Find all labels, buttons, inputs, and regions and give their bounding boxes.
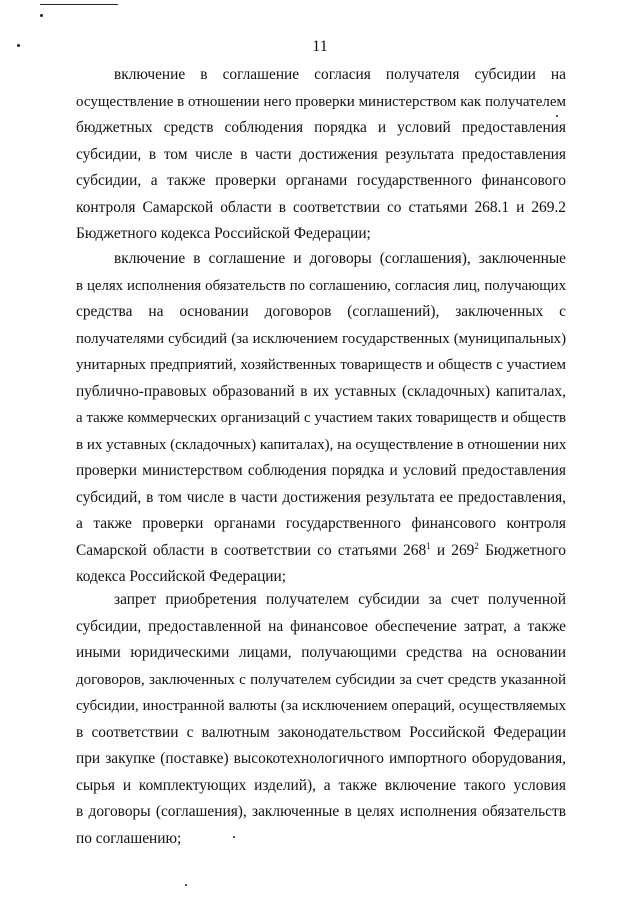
text-line: бюджетных средств соблюдения порядка и условий предоставления	[76, 119, 566, 136]
text-line: субсидий, в том числе в части достижения результата ее предоставления,	[76, 488, 566, 506]
scan-top-rule	[40, 4, 118, 5]
text-line: субсидии, а также проверки органами государственного финансового	[76, 172, 566, 189]
text-line: а также проверки органами государственного финансового контроля	[76, 515, 566, 532]
text-line: договоров, заключенных с получателем субсидии за счет средств указанной	[76, 671, 566, 688]
text-line: а также коммерческих организаций с участием таких товариществ и обществ	[76, 410, 566, 426]
text-line: в соответствии с валютным законодательством Российской Федерации	[76, 723, 566, 741]
text-line: проверки министерством соблюдения порядка и условий предоставления	[76, 462, 566, 479]
text-line: по соглашению;	[76, 829, 182, 847]
text-line: Бюджетного кодекса Российской Федерации;	[76, 225, 371, 242]
text-segment: Бюджетного	[478, 541, 566, 559]
text-line: включение в соглашение согласия получателя субсидии на	[114, 66, 566, 83]
text-line: субсидии, в том числе в части достижения результата предоставления	[76, 145, 566, 163]
text-line: средства на основании договоров (соглашений), заключенных с	[76, 303, 566, 320]
text-segment: Самарской области в соответствии со статьями 268	[76, 541, 427, 559]
scan-speck	[185, 884, 187, 886]
text-line: в целях исполнения обязательств по соглашению, согласия лиц, получающих	[76, 277, 566, 294]
text-segment: и 269	[430, 541, 475, 559]
text-line: запрет приобретения получателем субсидии за счет полученной	[114, 591, 566, 608]
text-line: иными юридическими лицами, получающими средства на основании	[76, 644, 566, 661]
text-line: унитарных предприятий, хозяйственных товариществ и обществ с участием	[76, 357, 566, 373]
text-line: включение в соглашение и договоры (соглашения), заключенные	[114, 250, 566, 267]
text-line: контроля Самарской области в соответствии со статьями 268.1 и 269.2	[76, 198, 566, 216]
superscript: 1	[426, 540, 431, 551]
text-line: субсидии, предоставленной на финансовое обеспечение затрат, а также	[76, 617, 566, 635]
paragraph-2	[76, 246, 566, 591]
text-line: сырья и комплектующих изделий), а также включение такого условия	[76, 776, 566, 794]
paragraph-1	[76, 62, 566, 248]
text-line-with-superscripts	[76, 538, 566, 565]
paragraph-3	[76, 587, 566, 852]
text-line: публично-правовых образований в их уставных (складочных) капиталах,	[76, 382, 566, 400]
text-line: получателями субсидий (за исключением государственных (муниципальных)	[76, 330, 566, 347]
text-line: в их уставных (складочных) капиталах), на осуществление в отношении них	[76, 436, 566, 453]
text-line: при закупке (поставке) высокотехнологичного импортного оборудования,	[76, 750, 566, 767]
text-line: в договоры (соглашения), заключенные в целях исполнения обязательств	[76, 803, 566, 820]
text-line: осуществление в отношении него проверки министерством как получателем	[76, 93, 566, 110]
page-number: 11	[312, 38, 328, 55]
superscript: 2	[474, 540, 479, 551]
text-line: субсидии, иностранной валюты (за исключением операций, осуществляемых	[76, 698, 566, 714]
scan-speck	[40, 14, 43, 17]
text-line: кодекса Российской Федерации;	[76, 568, 287, 585]
